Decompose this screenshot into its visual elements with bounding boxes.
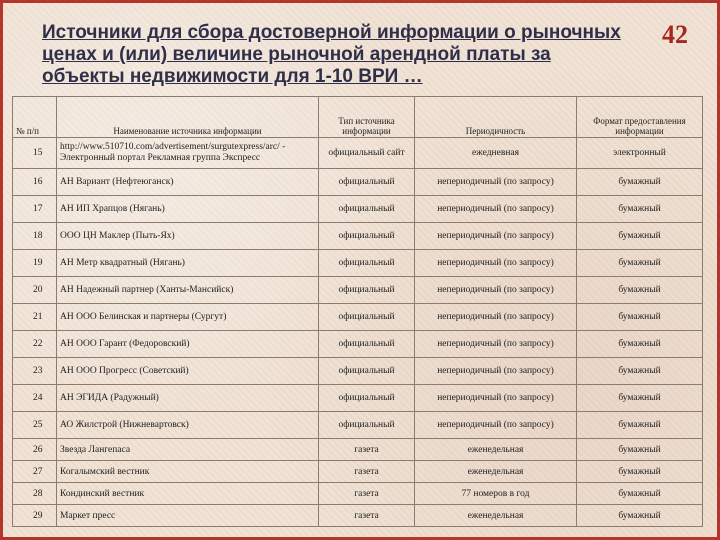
cell-type: официальный — [319, 250, 415, 277]
cell-num: 22 — [13, 331, 57, 358]
cell-name: АН ЭГИДА (Радужный) — [57, 385, 319, 412]
cell-period: 77 номеров в год — [415, 483, 577, 505]
cell-type: официальный — [319, 385, 415, 412]
cell-format: бумажный — [577, 412, 703, 439]
cell-type: официальный сайт — [319, 138, 415, 169]
cell-name: АН ООО Прогресс (Советский) — [57, 358, 319, 385]
cell-num: 27 — [13, 461, 57, 483]
cell-type: официальный — [319, 331, 415, 358]
cell-period: еженедельная — [415, 439, 577, 461]
cell-format: бумажный — [577, 277, 703, 304]
cell-type: газета — [319, 439, 415, 461]
cell-period: непериодичный (по запросу) — [415, 412, 577, 439]
cell-period: непериодичный (по запросу) — [415, 304, 577, 331]
cell-name: АН Надежный партнер (Ханты-Мансийск) — [57, 277, 319, 304]
cell-num: 19 — [13, 250, 57, 277]
table-row — [13, 196, 703, 223]
cell-num: 29 — [13, 505, 57, 527]
table-row — [13, 412, 703, 439]
table-row — [13, 331, 703, 358]
cell-type: газета — [319, 505, 415, 527]
cell-format: бумажный — [577, 483, 703, 505]
header-name: Наименование источника информации — [57, 97, 319, 138]
sources-table — [12, 96, 703, 527]
header-num: № п/п — [13, 97, 57, 138]
table-row — [13, 505, 703, 527]
cell-format: бумажный — [577, 439, 703, 461]
cell-period: непериодичный (по запросу) — [415, 385, 577, 412]
cell-type: официальный — [319, 223, 415, 250]
cell-format: бумажный — [577, 304, 703, 331]
cell-num: 25 — [13, 412, 57, 439]
cell-period: ежедневная — [415, 138, 577, 169]
cell-format: бумажный — [577, 196, 703, 223]
table-row — [13, 304, 703, 331]
header-period: Периодичность — [415, 97, 577, 138]
cell-num: 26 — [13, 439, 57, 461]
cell-format: бумажный — [577, 331, 703, 358]
cell-num: 23 — [13, 358, 57, 385]
cell-type: газета — [319, 483, 415, 505]
cell-period: непериодичный (по запросу) — [415, 250, 577, 277]
cell-name: АН ООО Гарант (Федоровский) — [57, 331, 319, 358]
cell-format: бумажный — [577, 358, 703, 385]
cell-name: Маркет пресс — [57, 505, 319, 527]
cell-name: ООО ЦН Маклер (Пыть-Ях) — [57, 223, 319, 250]
cell-format: бумажный — [577, 223, 703, 250]
cell-name: АН Метр квадратный (Нягань) — [57, 250, 319, 277]
cell-period: непериодичный (по запросу) — [415, 169, 577, 196]
cell-name: http://www.510710.com/advertisement/surgutexpress/arc/ - Электронный портал Рекламная группа Экспресс — [57, 138, 319, 169]
slide-title: Источники для сбора достоверной информации о рыночных ценах и (или) величине рыночной арендной платы за объекты недвижимости для 1-10 ВРИ … — [42, 22, 621, 87]
cell-format: бумажный — [577, 385, 703, 412]
slide-number: 42 — [662, 20, 688, 49]
cell-period: непериодичный (по запросу) — [415, 196, 577, 223]
cell-period: непериодичный (по запросу) — [415, 331, 577, 358]
table-row — [13, 461, 703, 483]
cell-type: официальный — [319, 412, 415, 439]
header-format: Формат предоставления информации — [577, 97, 703, 138]
cell-name: АН ООО Белинская и партнеры (Сургут) — [57, 304, 319, 331]
cell-num: 21 — [13, 304, 57, 331]
table-row — [13, 138, 703, 169]
table-row — [13, 385, 703, 412]
cell-period: непериодичный (по запросу) — [415, 223, 577, 250]
cell-name: АН ИП Храпцов (Нягань) — [57, 196, 319, 223]
cell-type: официальный — [319, 196, 415, 223]
cell-name: АН Вариант (Нефтеюганск) — [57, 169, 319, 196]
table-row — [13, 358, 703, 385]
cell-num: 16 — [13, 169, 57, 196]
cell-format: бумажный — [577, 461, 703, 483]
cell-num: 17 — [13, 196, 57, 223]
cell-period: еженедельная — [415, 461, 577, 483]
cell-num: 18 — [13, 223, 57, 250]
table-row — [13, 483, 703, 505]
cell-type: официальный — [319, 358, 415, 385]
cell-type: газета — [319, 461, 415, 483]
cell-name: Когалымский вестник — [57, 461, 319, 483]
cell-type: официальный — [319, 277, 415, 304]
cell-period: непериодичный (по запросу) — [415, 277, 577, 304]
table-row — [13, 250, 703, 277]
cell-format: бумажный — [577, 250, 703, 277]
cell-format: электронный — [577, 138, 703, 169]
header-type: Тип источника информации — [319, 97, 415, 138]
cell-format: бумажный — [577, 169, 703, 196]
cell-name: Звезда Лангепаса — [57, 439, 319, 461]
cell-num: 20 — [13, 277, 57, 304]
cell-type: официальный — [319, 169, 415, 196]
cell-num: 15 — [13, 138, 57, 169]
table-row — [13, 169, 703, 196]
table-row — [13, 439, 703, 461]
cell-name: АО Жилстрой (Нижневартовск) — [57, 412, 319, 439]
table-header-row — [13, 97, 703, 138]
cell-num: 24 — [13, 385, 57, 412]
cell-format: бумажный — [577, 505, 703, 527]
cell-type: официальный — [319, 304, 415, 331]
table-row — [13, 277, 703, 304]
cell-period: еженедельная — [415, 505, 577, 527]
cell-period: непериодичный (по запросу) — [415, 358, 577, 385]
table-row — [13, 223, 703, 250]
cell-num: 28 — [13, 483, 57, 505]
table-body — [13, 138, 703, 527]
cell-name: Кондинский вестник — [57, 483, 319, 505]
